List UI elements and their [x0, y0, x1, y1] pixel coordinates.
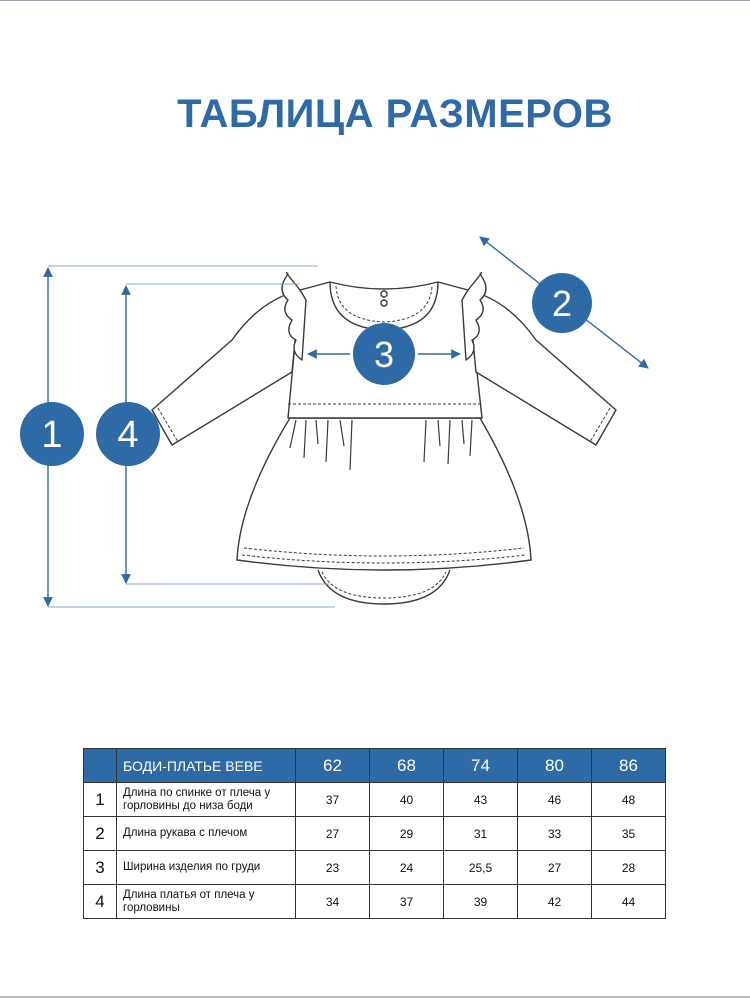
measurement-value: 44 — [592, 885, 666, 919]
measurement-description: Ширина изделия по груди — [117, 851, 296, 885]
size-header: 80 — [518, 749, 592, 783]
measurement-value: 37 — [296, 783, 370, 817]
measurement-value: 29 — [370, 817, 444, 851]
marker-2 — [532, 273, 592, 333]
bottom-frame-line — [0, 996, 750, 998]
measurement-value: 33 — [518, 817, 592, 851]
table-row — [84, 783, 666, 817]
body-bottom — [318, 570, 450, 604]
measurement-value: 46 — [518, 783, 592, 817]
size-header: 68 — [370, 749, 444, 783]
table-header-row — [84, 749, 666, 783]
measurement-value: 42 — [518, 885, 592, 919]
measurement-description: Длина платья от плеча у горловины — [117, 885, 296, 919]
size-header: 86 — [592, 749, 666, 783]
product-name: БОДИ-ПЛАТЬЕ BEBE — [117, 749, 296, 783]
header-num-cell — [84, 749, 117, 783]
marker-3 — [353, 323, 415, 385]
measurement-value: 27 — [518, 851, 592, 885]
marker-3-label: 3 — [373, 334, 395, 375]
page-title: ТАБЛИЦА РАЗМЕРОВ — [177, 92, 613, 136]
measurement-value: 35 — [592, 817, 666, 851]
measurement-value: 37 — [370, 885, 444, 919]
row-number: 2 — [84, 817, 117, 851]
measurement-value: 48 — [592, 783, 666, 817]
row-number: 1 — [84, 783, 117, 817]
marker-2-label: 2 — [551, 283, 573, 324]
measurement-value: 28 — [592, 851, 666, 885]
size-header: 62 — [296, 749, 370, 783]
marker-4-label: 4 — [117, 414, 139, 456]
marker-4 — [96, 402, 160, 466]
measurement-value: 31 — [444, 817, 518, 851]
measurement-value: 40 — [370, 783, 444, 817]
measurement-value: 27 — [296, 817, 370, 851]
measurement-value: 23 — [296, 851, 370, 885]
measurement-description: Длина по спинке от плеча у горловины до низа боди — [117, 783, 296, 817]
left-sleeve — [152, 290, 300, 445]
size-table — [83, 748, 666, 919]
marker-1-label: 1 — [41, 414, 63, 456]
measurement-value: 43 — [444, 783, 518, 817]
measurement-value: 34 — [296, 885, 370, 919]
measurement-description: Длина рукава с плечом — [117, 817, 296, 851]
row-number: 3 — [84, 851, 117, 885]
skirt — [237, 418, 531, 570]
measurement-value: 25,5 — [444, 851, 518, 885]
row-number: 4 — [84, 885, 117, 919]
measurement-value: 24 — [370, 851, 444, 885]
measurement-value: 39 — [444, 885, 518, 919]
table-row — [84, 885, 666, 919]
table-row — [84, 817, 666, 851]
size-header: 74 — [444, 749, 518, 783]
table-row — [84, 851, 666, 885]
marker-1 — [20, 402, 84, 466]
